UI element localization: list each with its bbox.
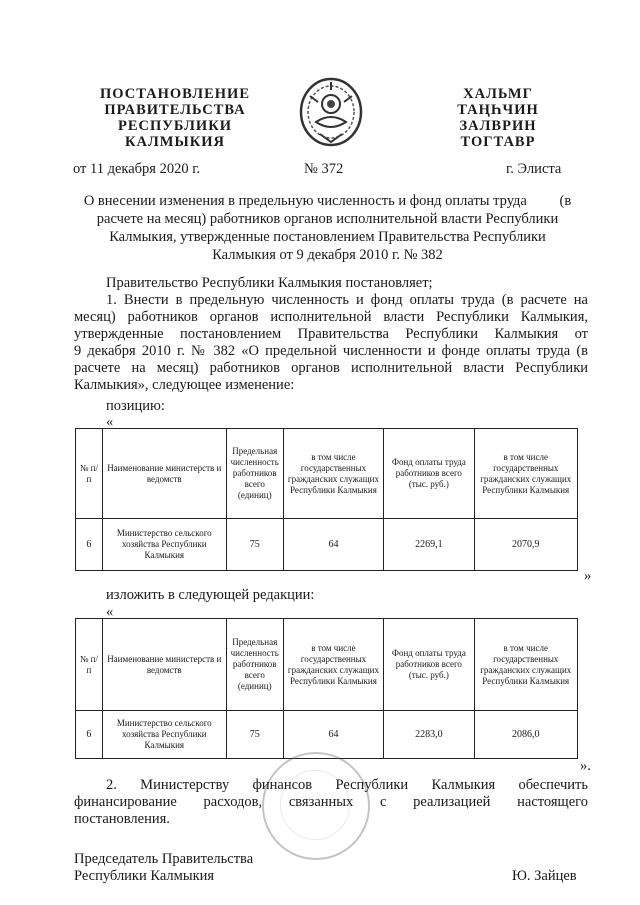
cell-fund-civil: 2086,0 <box>474 711 578 759</box>
document-city: г. Элиста <box>506 161 562 177</box>
header-left <box>80 86 270 150</box>
item-2-line: финансирование расходов, связанных с реализацией настоящего <box>74 794 588 810</box>
title-line: Калмыкия от 9 декабря 2010 г. № 382 <box>212 247 443 263</box>
cell-staff-total: 75 <box>226 519 283 571</box>
header-cell-number: № п/п <box>76 429 103 519</box>
item-2-line: 2. Министерству финансов Республики Калмыкия обеспечить <box>106 777 588 793</box>
open-quote: « <box>106 604 114 620</box>
cell-name: Министерство сельского хозяйства Республики Калмыкия <box>102 519 226 571</box>
header-right-line: ТАҢҺЧИН <box>457 102 539 118</box>
cell-staff-civil: 64 <box>283 519 384 571</box>
header-right <box>448 86 548 150</box>
header-right-line: ЗАЛВРИН <box>459 118 537 134</box>
close-quote: » <box>584 568 592 584</box>
close-quote: ». <box>580 758 591 774</box>
cell-staff-civil: 64 <box>283 711 384 759</box>
signature-position: Республики Калмыкия <box>74 868 215 884</box>
cell-fund-total: 2269,1 <box>384 519 474 571</box>
item-1-line: месяц) работников органов исполнительной власти Республики Калмыкия, <box>74 309 588 325</box>
cell-number: 6 <box>76 711 103 759</box>
header-left-line: РЕСПУБЛИКИ <box>117 118 233 134</box>
header-cell-fund-total: Фонд оплаты труда работников всего (тыс. руб.) <box>384 619 474 711</box>
redaction-label: изложить в следующей редакции: <box>106 587 315 603</box>
header-right-line: ХАЛЬМГ <box>463 86 533 102</box>
header-cell-fund-civil: в том числе государственных гражданских служащих Республики Калмыкия <box>474 619 578 711</box>
cell-name: Министерство сельского хозяйства Республики Калмыкия <box>102 711 226 759</box>
header-cell-name: Наименование министерств и ведомств <box>102 429 226 519</box>
header-left-line: ПОСТАНОВЛЕНИЕ <box>99 86 250 102</box>
item-1-line: 1. Внести в предельную численность и фонд оплаты труда (в расчете на <box>106 292 588 308</box>
signature-name: Ю. Зайцев <box>512 868 577 884</box>
item-1-line: расчете на месяц) работников органов исполнительной власти Республики <box>74 360 588 376</box>
item-1-line: Калмыкия», следующее изменение: <box>74 377 295 393</box>
item-1-paragraph <box>74 292 588 394</box>
item-2-paragraph <box>74 777 588 828</box>
header-left-line: ПРАВИТЕЛЬСТВА <box>104 102 246 118</box>
signature-position: Председатель Правительства <box>74 851 254 867</box>
header-right-line: ТОГТАВР <box>460 134 536 150</box>
cell-fund-total: 2283,0 <box>384 711 474 759</box>
title-line: расчете на месяц) работников органов исполнительной власти Республики <box>96 211 559 227</box>
table-header-row <box>76 619 578 711</box>
position-table-old <box>75 428 578 571</box>
table-row <box>76 711 578 759</box>
open-quote: « <box>106 414 114 430</box>
title-line: О внесении изменения в предельную численность и фонд оплаты труда (в <box>83 193 572 209</box>
header-cell-staff-total: Предельная численность работников всего (единиц) <box>226 619 283 711</box>
title-line: Калмыкия, утвержденные постановлением Правительства Республики <box>109 229 546 245</box>
header-cell-fund-civil: в том числе государственных гражданских служащих Республики Калмыкия <box>474 429 578 519</box>
header-cell-number: № п/п <box>76 619 103 711</box>
header-left-line: КАЛМЫКИЯ <box>125 134 225 150</box>
item-2-line: постановления. <box>74 811 170 827</box>
document-number: № 372 <box>304 161 344 177</box>
signature-block <box>74 851 253 885</box>
table-header-row <box>76 429 578 519</box>
position-label: позицию: <box>106 398 165 414</box>
header-cell-staff-total: Предельная численность работников всего (единиц) <box>226 429 283 519</box>
item-1-line: утвержденные постановлением Правительства Республики Калмыкия от <box>74 326 588 342</box>
item-1-line: 9 декабря 2010 г. № 382 «О предельной численности и фонде оплаты труда (в <box>74 343 588 359</box>
intro-paragraph: Правительство Республики Калмыкия постановляет; <box>106 275 433 291</box>
header-cell-staff-civil: в том числе государственных гражданских служащих Республики Калмыкия <box>283 429 384 519</box>
cell-number: 6 <box>76 519 103 571</box>
table-row <box>76 519 578 571</box>
header-cell-fund-total: Фонд оплаты труда работников всего (тыс. руб.) <box>384 429 474 519</box>
document-title <box>70 192 585 264</box>
position-table-new <box>75 618 578 759</box>
cell-fund-civil: 2070,9 <box>474 519 578 571</box>
header-cell-staff-civil: в том числе государственных гражданских служащих Республики Калмыкия <box>283 619 384 711</box>
header-cell-name: Наименование министерств и ведомств <box>102 619 226 711</box>
cell-staff-total: 75 <box>226 711 283 759</box>
document-date: от 11 декабря 2020 г. <box>73 161 201 177</box>
emblem-of-kalmykia-icon <box>296 74 366 148</box>
